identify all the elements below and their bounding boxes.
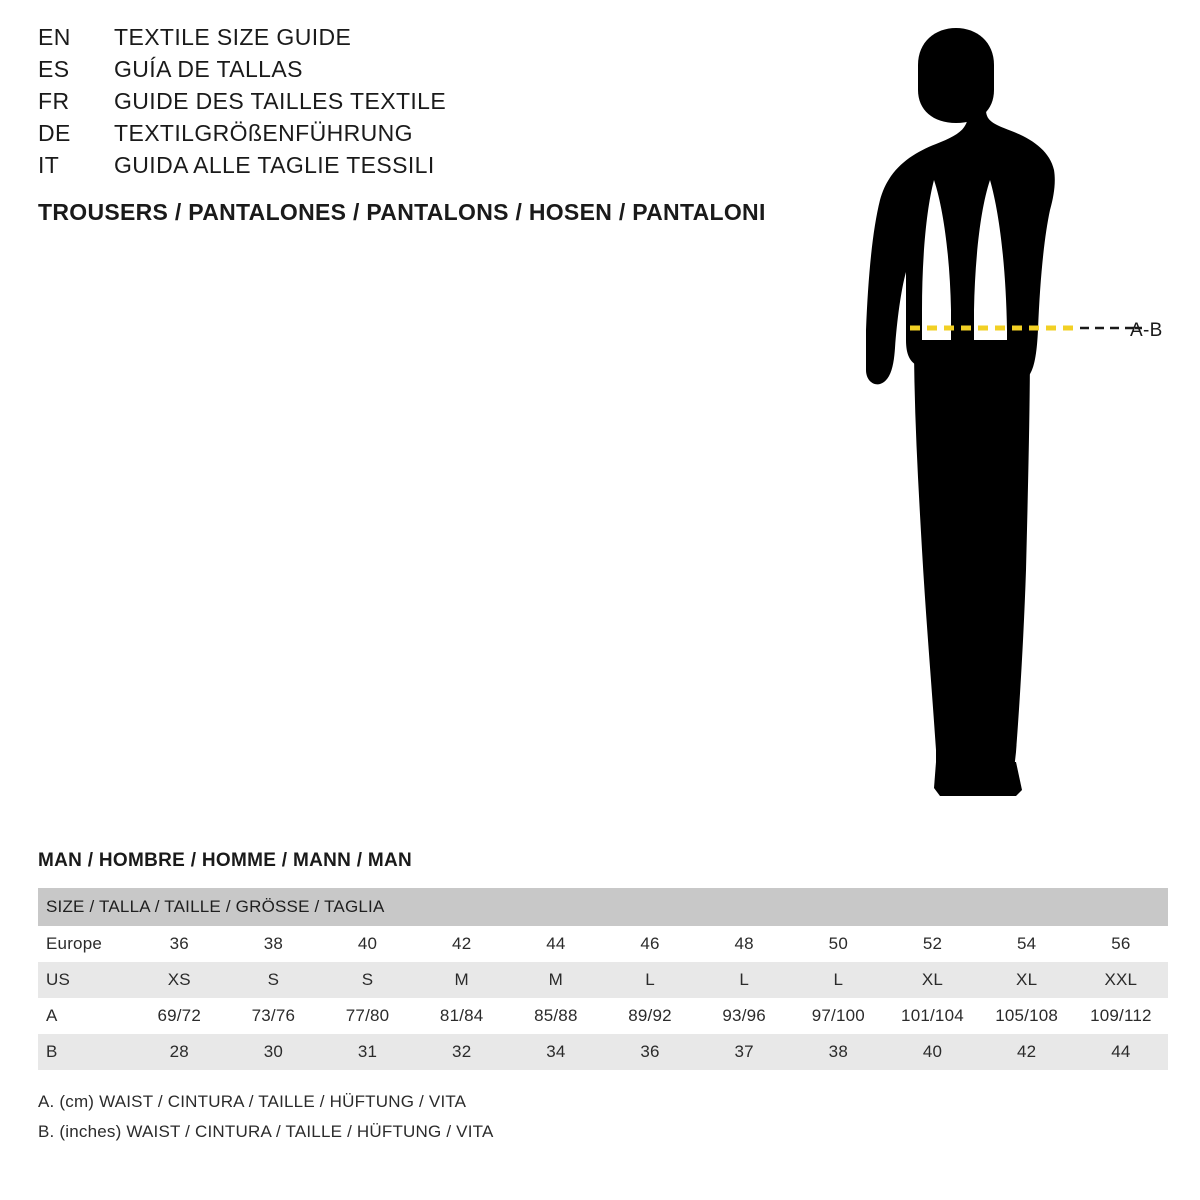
language-code: FR — [38, 88, 70, 114]
table-cell: 42 — [980, 1034, 1074, 1070]
table-cell: L — [697, 962, 791, 998]
row-label: B — [38, 1034, 132, 1070]
table-cell: XS — [132, 962, 226, 998]
table-row — [38, 1034, 1168, 1070]
footnote-b: B. (inches) WAIST / CINTURA / TAILLE / HÜFTUNG / VITA — [38, 1122, 494, 1141]
language-title: GUIDE DES TAILLES TEXTILE — [114, 88, 447, 114]
language-code: ES — [38, 56, 70, 82]
table-cell: 50 — [791, 926, 885, 962]
gender-title: MAN / HOMBRE / HOMME / MANN / MAN — [38, 850, 413, 871]
table-cell: 56 — [1074, 926, 1168, 962]
language-row — [38, 26, 798, 49]
footnote-a: A. (cm) WAIST / CINTURA / TAILLE / HÜFTUNG / VITA — [38, 1092, 467, 1111]
row-label: Europe — [38, 926, 132, 962]
language-row — [38, 90, 798, 113]
measurement-figure — [790, 10, 1190, 810]
table-cell: 69/72 — [132, 998, 226, 1034]
table-cell: 38 — [226, 926, 320, 962]
table-cell: L — [791, 962, 885, 998]
table-cell: 42 — [415, 926, 509, 962]
callout-label: A-B — [1130, 320, 1163, 341]
garment-type-title: TROUSERS / PANTALONES / PANTALONS / HOSEN / PANTALONI — [38, 199, 766, 225]
table-row — [38, 998, 1168, 1034]
table-cell: XXL — [1074, 962, 1168, 998]
table-cell: 85/88 — [509, 998, 603, 1034]
size-guide-header — [38, 26, 798, 226]
table-cell: 44 — [509, 926, 603, 962]
language-title: GUIDA ALLE TAGLIE TESSILI — [114, 152, 435, 178]
size-table — [38, 888, 1168, 1070]
table-header-label: SIZE / TALLA / TAILLE / GRÖSSE / TAGLIA — [38, 888, 1168, 926]
table-cell: 48 — [697, 926, 791, 962]
table-row — [38, 926, 1168, 962]
man-silhouette-icon — [790, 10, 1190, 810]
language-title: TEXTILGRÖßENFÜHRUNG — [114, 120, 413, 146]
table-cell: 34 — [509, 1034, 603, 1070]
table-cell: XL — [885, 962, 979, 998]
table-cell: 32 — [415, 1034, 509, 1070]
footnotes — [38, 1092, 1168, 1142]
language-code: IT — [38, 152, 60, 178]
table-cell: 44 — [1074, 1034, 1168, 1070]
table-cell: S — [320, 962, 414, 998]
table-cell: 105/108 — [980, 998, 1074, 1034]
table-cell: 81/84 — [415, 998, 509, 1034]
language-row — [38, 58, 798, 81]
row-label: A — [38, 998, 132, 1034]
size-table-block — [38, 850, 1168, 1152]
table-cell: 30 — [226, 1034, 320, 1070]
language-code: DE — [38, 120, 71, 146]
table-cell: 52 — [885, 926, 979, 962]
table-cell: L — [603, 962, 697, 998]
table-header-row — [38, 888, 1168, 926]
table-cell: 28 — [132, 1034, 226, 1070]
language-title: TEXTILE SIZE GUIDE — [114, 24, 352, 50]
table-cell: 40 — [885, 1034, 979, 1070]
table-cell: 101/104 — [885, 998, 979, 1034]
table-cell: 36 — [132, 926, 226, 962]
table-cell: M — [415, 962, 509, 998]
table-cell: M — [509, 962, 603, 998]
table-row — [38, 962, 1168, 998]
table-cell: 97/100 — [791, 998, 885, 1034]
table-cell: 38 — [791, 1034, 885, 1070]
table-cell: S — [226, 962, 320, 998]
table-cell: 31 — [320, 1034, 414, 1070]
table-cell: XL — [980, 962, 1074, 998]
language-title: GUÍA DE TALLAS — [114, 56, 303, 82]
table-cell: 73/76 — [226, 998, 320, 1034]
table-cell: 46 — [603, 926, 697, 962]
table-cell: 37 — [697, 1034, 791, 1070]
table-cell: 54 — [980, 926, 1074, 962]
table-cell: 40 — [320, 926, 414, 962]
table-cell: 109/112 — [1074, 998, 1168, 1034]
table-cell: 89/92 — [603, 998, 697, 1034]
language-code: EN — [38, 24, 71, 50]
row-label: US — [38, 962, 132, 998]
language-row — [38, 122, 798, 145]
language-row — [38, 154, 798, 177]
table-cell: 36 — [603, 1034, 697, 1070]
table-cell: 93/96 — [697, 998, 791, 1034]
table-cell: 77/80 — [320, 998, 414, 1034]
